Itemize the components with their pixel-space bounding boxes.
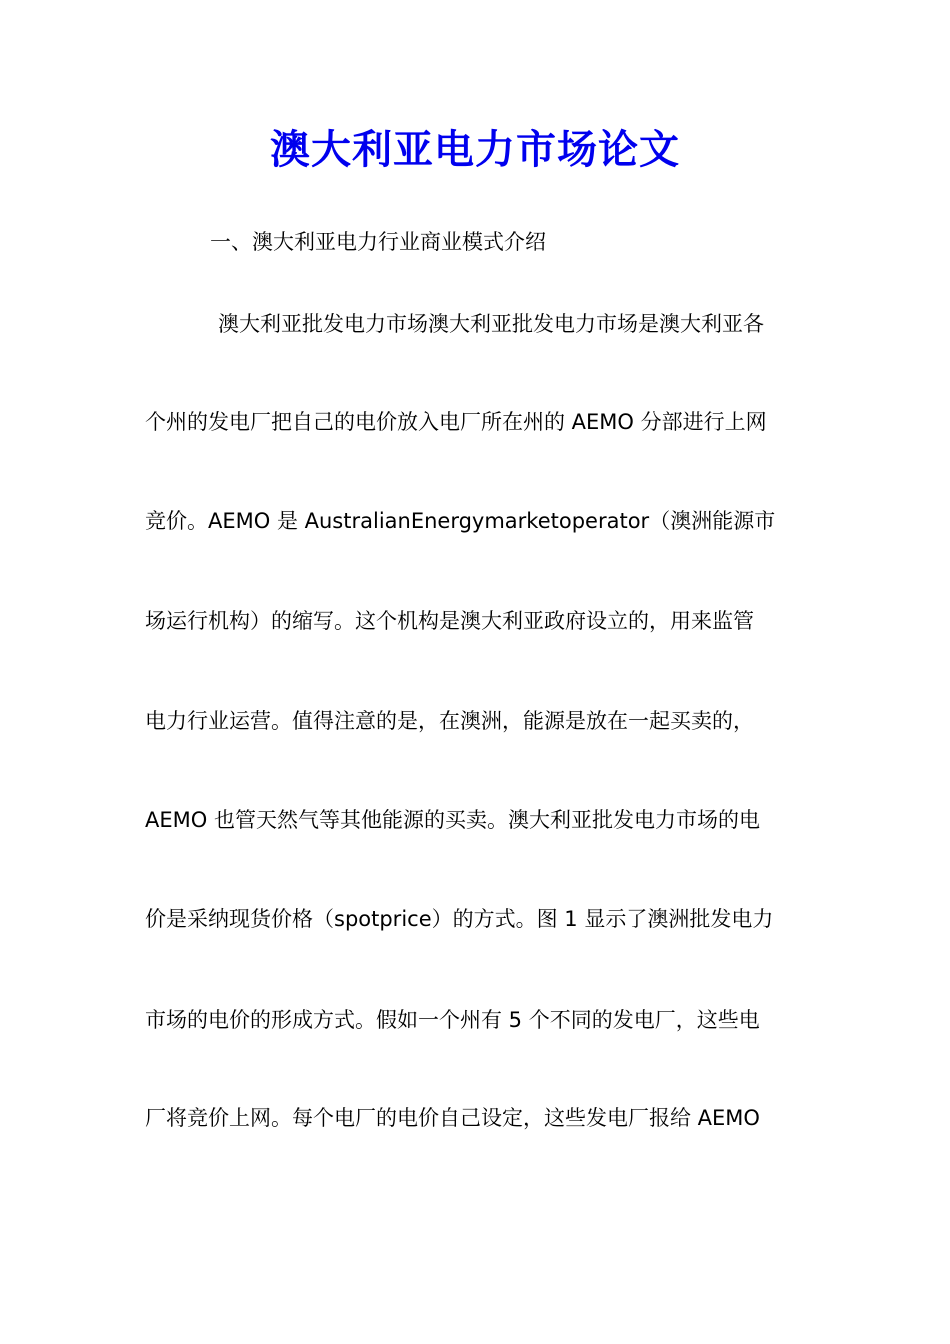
section-heading: 一、澳大利亚电力行业商业模式介绍 [210, 230, 546, 254]
paragraph-line: 竞价。AEMO 是 AustralianEnergymarketoperator（澳洲能源市 [145, 509, 776, 533]
paragraph-line: 厂将竞价上网。每个电厂的电价自己设定，这些发电厂报给 AEMO [145, 1106, 760, 1130]
paragraph-line: 个州的发电厂把自己的电价放入电厂所在州的 AEMO 分部进行上网 [145, 410, 767, 434]
paragraph-line: 电力行业运营。值得注意的是，在澳洲，能源是放在一起买卖的， [145, 709, 754, 733]
paragraph-line: AEMO 也管天然气等其他能源的买卖。澳大利亚批发电力市场的电 [145, 808, 760, 832]
paragraph-line: 澳大利亚批发电力市场澳大利亚批发电力市场是澳大利亚各 [218, 312, 764, 336]
document-title: 澳大利亚电力市场论文 [270, 126, 680, 173]
paragraph-line: 市场的电价的形成方式。假如一个州有 5 个不同的发电厂，这些电 [145, 1008, 760, 1032]
paragraph-line: 场运行机构）的缩写。这个机构是澳大利亚政府设立的，用来监管 [145, 609, 754, 633]
paragraph-line: 价是采纳现货价格（spotprice）的方式。图 1 显示了澳洲批发电力 [145, 907, 774, 931]
